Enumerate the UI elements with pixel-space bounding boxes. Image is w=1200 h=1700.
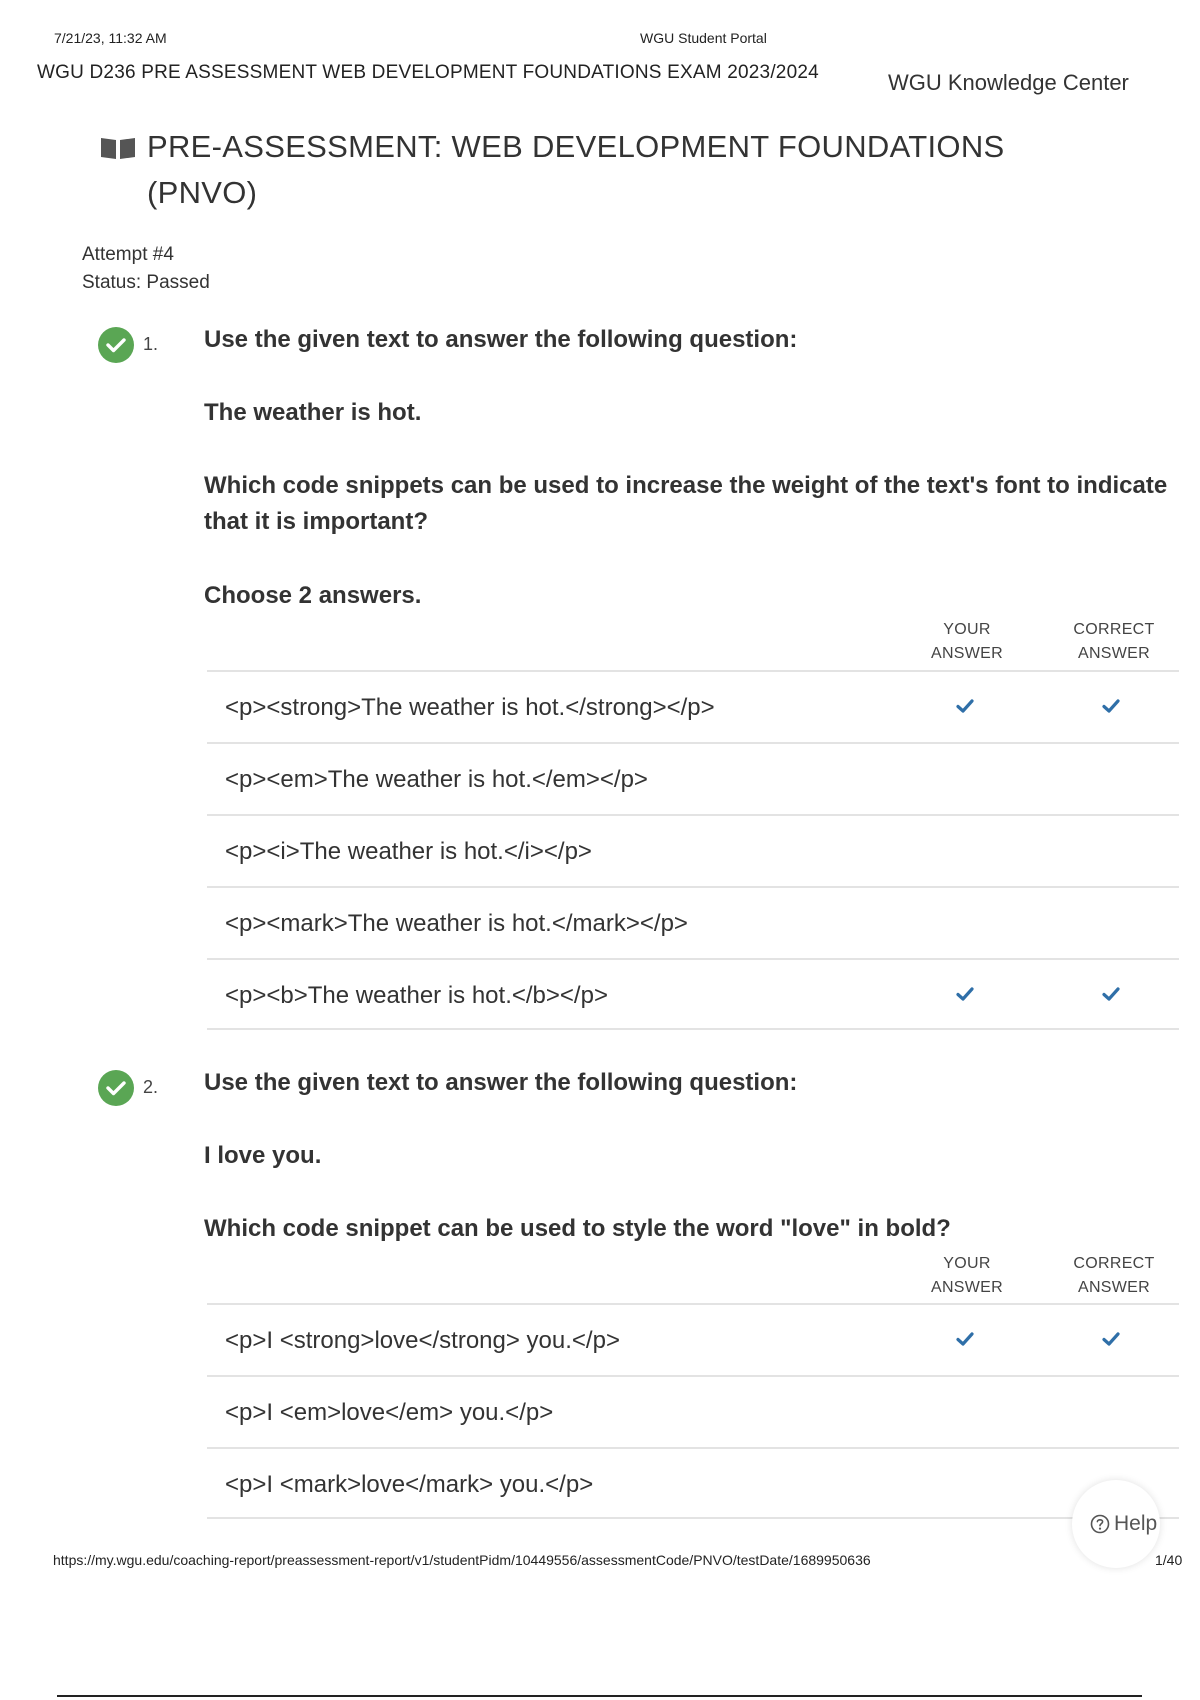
correct-answer-header-line2: ANSWER	[1077, 645, 1151, 662]
answer-option-row	[207, 1447, 1179, 1519]
print-datetime: 7/21/23, 11:32 AM	[54, 30, 167, 46]
knowledge-center-link[interactable]: WGU Knowledge Center	[888, 70, 1129, 95]
correct-answer-header	[1049, 618, 1179, 666]
your-answer-header	[902, 618, 1032, 666]
question-1-given-text: The weather is hot.	[204, 399, 422, 426]
answer-option-row	[207, 886, 1179, 958]
correct-answer-header-2-line1: CORRECT	[1073, 1255, 1155, 1272]
answer-option-text: <p><strong>The weather is hot.</strong></p>	[225, 694, 715, 721]
document-title: WGU D236 PRE ASSESSMENT WEB DEVELOPMENT FOUNDATIONS EXAM 2023/2024	[37, 62, 819, 83]
answer-option-text: <p>I <mark>love</mark> you.</p>	[225, 1471, 594, 1498]
your-answer-header-2-line1: YOUR	[943, 1255, 991, 1272]
answer-option-row	[207, 1303, 1179, 1375]
footer-url: https://my.wgu.edu/coaching-report/preassessment-report/v1/studentPidm/10449556/assessmentCode/PNVO/testDate/1689950636	[53, 1552, 871, 1568]
answer-option-text: <p><b>The weather is hot.</b></p>	[225, 982, 608, 1009]
correct-answer-header-2	[1049, 1252, 1179, 1300]
question-2-prompt: Use the given text to answer the following question:	[204, 1069, 798, 1096]
question-2-given-text: I love you.	[204, 1142, 322, 1169]
question-1-prompt: Use the given text to answer the following question:	[204, 326, 798, 353]
correct-answer-check-icon	[1101, 1331, 1121, 1347]
help-label: Help	[1114, 1512, 1158, 1535]
answer-option-text: <p><mark>The weather is hot.</mark></p>	[225, 910, 688, 937]
your-answer-check-icon	[955, 1331, 975, 1347]
question-1-options-table	[207, 670, 1179, 1030]
print-portal-title: WGU Student Portal	[640, 30, 767, 46]
answer-option-row	[207, 1375, 1179, 1447]
your-answer-header-2-line2: ANSWER	[930, 1279, 1004, 1296]
your-answer-check-icon	[955, 698, 975, 714]
answer-option-row	[207, 958, 1179, 1030]
correct-answer-header-line1: CORRECT	[1073, 621, 1155, 638]
answer-option-text: <p><i>The weather is hot.</i></p>	[225, 838, 592, 865]
answer-option-text: <p><em>The weather is hot.</em></p>	[225, 766, 648, 793]
answer-option-text: <p>I <strong>love</strong> you.</p>	[225, 1327, 620, 1354]
correct-answer-header-2-line2: ANSWER	[1077, 1279, 1151, 1296]
question-1-number: 1.	[143, 334, 159, 354]
question-2-number: 2.	[143, 1077, 159, 1097]
footer-page-number: 1/40	[1155, 1552, 1183, 1568]
answer-option-row	[207, 814, 1179, 886]
question-1-correct-icon	[98, 327, 134, 363]
question-1-instruction: Choose 2 answers.	[204, 582, 422, 609]
answer-option-row	[207, 670, 1179, 742]
bottom-divider	[57, 1695, 1142, 1697]
question-2-question: Which code snippet can be used to style the word "love" in bold?	[204, 1215, 951, 1242]
answer-option-text: <p>I <em>love</em> you.</p>	[225, 1399, 554, 1426]
page-title: PRE-ASSESSMENT: WEB DEVELOPMENT FOUNDATIONS (PNVO)	[147, 129, 1005, 210]
attempt-status: Status: Passed	[82, 272, 210, 293]
your-answer-header-2	[902, 1252, 1032, 1300]
question-1-question: Which code snippets can be used to increase the weight of the text's font to indicate that it is important?	[204, 472, 1168, 535]
book-icon	[100, 136, 136, 160]
help-button[interactable]	[1072, 1480, 1160, 1568]
correct-answer-check-icon	[1101, 986, 1121, 1002]
question-2-options-table	[207, 1303, 1179, 1519]
your-answer-header-line2: ANSWER	[930, 645, 1004, 662]
question-2-correct-icon	[98, 1070, 134, 1106]
attempt-number: Attempt #4	[82, 244, 174, 265]
your-answer-check-icon	[955, 986, 975, 1002]
correct-answer-check-icon	[1101, 698, 1121, 714]
your-answer-header-line1: YOUR	[943, 621, 991, 638]
help-icon	[1090, 1514, 1110, 1534]
answer-option-row	[207, 742, 1179, 814]
